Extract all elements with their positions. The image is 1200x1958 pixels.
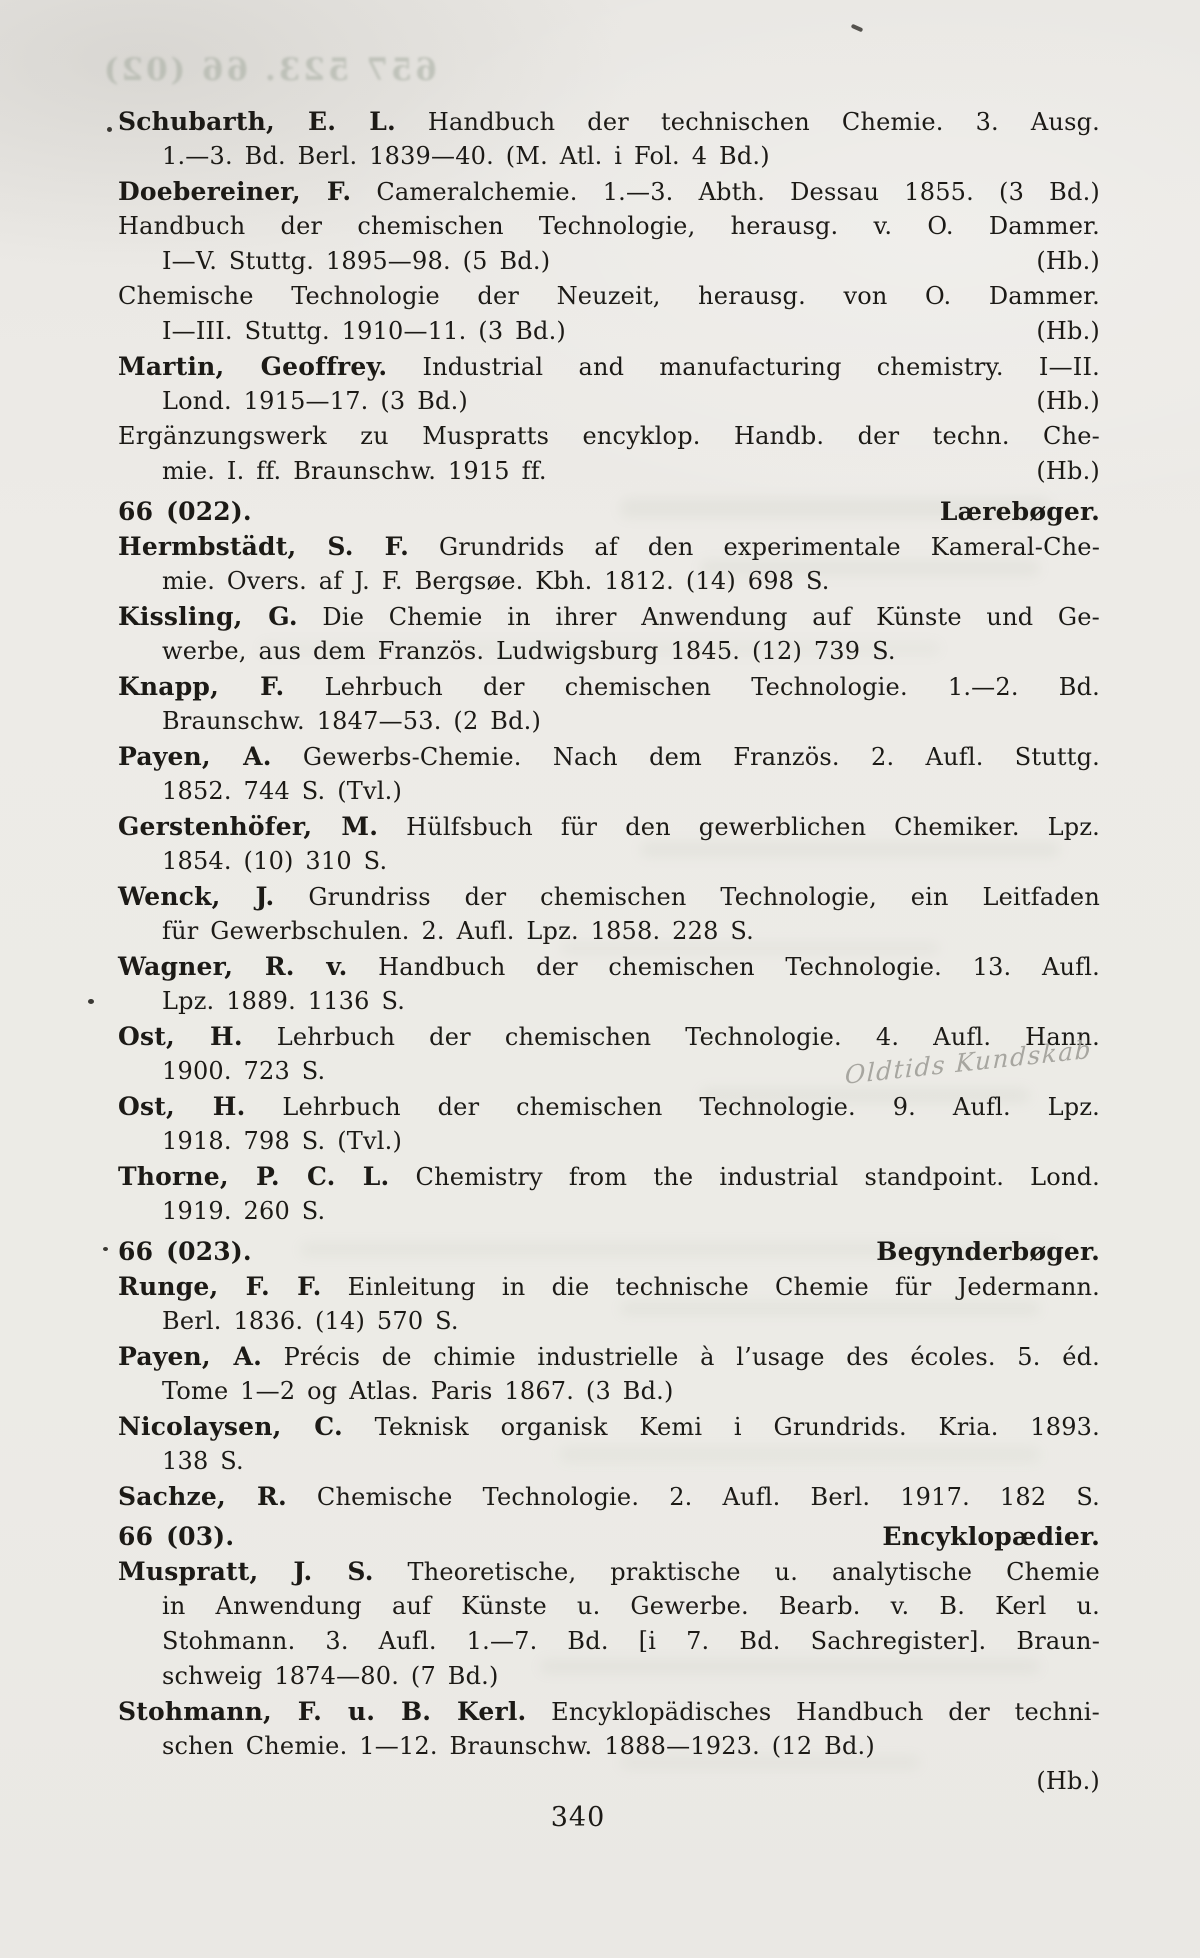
bib-text: Theoretische, praktische u. analytische Chemie <box>407 1558 1100 1586</box>
bib-text: in Anwendung auf Künste u. Gewerbe. Bearb. v. B. Kerl u. <box>162 1592 1100 1620</box>
bib-author: Hermbstädt, S. F. <box>118 532 409 561</box>
bib-text: Lpz. 1889. 1136 S. <box>162 987 406 1015</box>
section-number: 66 (03). <box>118 1522 235 1551</box>
bib-line <box>118 774 1100 809</box>
bib-text: Hülfsbuch für den gewerblichen Chemiker. Lpz. <box>406 813 1100 841</box>
bib-text: Grundriss der chemischen Technologie, ein Leitfaden <box>308 883 1100 911</box>
bib-line <box>118 1444 1100 1479</box>
bib-text: schen Chemie. 1—12. Braunschw. 1888—1923. (12 Bd.) <box>162 1732 875 1760</box>
section-header-line <box>118 494 1100 529</box>
scan-speck <box>88 999 94 1004</box>
section-number: 66 (022). <box>118 497 252 526</box>
scan-speck <box>103 1247 108 1251</box>
bib-text: Chemische Technologie. 2. Aufl. Berl. 1917. 182 S. <box>316 1483 1100 1511</box>
bib-text: Die Chemie in ihrer Anwendung auf Künste und Ge- <box>322 603 1100 631</box>
bib-line <box>118 314 1100 349</box>
bibliography-column <box>118 104 1100 1799</box>
bib-text: 138 S. <box>162 1447 244 1475</box>
bib-line <box>118 1304 1100 1339</box>
bib-text: Lehrbuch der chemischen Technologie. 1.—2. Bd. <box>324 673 1100 701</box>
hb-line <box>118 1764 1100 1799</box>
bib-line <box>118 634 1100 669</box>
bib-line <box>118 1589 1100 1624</box>
bib-text: Berl. 1836. (14) 570 S. <box>162 1307 459 1335</box>
bib-author: Ost, H. <box>118 1022 243 1051</box>
bib-line <box>118 1339 1100 1374</box>
bib-line <box>118 1554 1100 1589</box>
bib-line <box>118 564 1100 599</box>
bib-line <box>118 454 1100 489</box>
bib-line <box>118 844 1100 879</box>
section-header-line <box>118 1234 1100 1269</box>
bib-text: 1918. 798 S. (Tvl.) <box>162 1127 403 1155</box>
bib-line <box>118 1409 1100 1444</box>
bib-text: Grundrids af den experimentale Kameral-Che- <box>438 533 1101 561</box>
bib-text: Industrial and manufacturing chemistry. I—II. <box>422 353 1100 381</box>
bib-author: Ost, H. <box>118 1092 246 1121</box>
bib-line <box>118 949 1100 984</box>
scan-speck <box>851 24 864 33</box>
bib-text: Handbuch der chemischen Technologie. 13. Aufl. <box>378 953 1100 981</box>
bib-text: Chemische Technologie der Neuzeit, herausg. von O. Dammer. <box>118 282 1100 310</box>
bib-author: Wagner, R. v. <box>118 952 348 981</box>
section-header-line <box>118 1519 1100 1554</box>
bib-author: Muspratt, J. S. <box>118 1557 374 1586</box>
bib-line <box>118 384 1100 419</box>
handwritten-note: Oldtids Kundskab <box>844 1034 1093 1090</box>
bib-text: I—V. Stuttg. 1895—98. (5 Bd.) <box>162 247 551 275</box>
bib-author: Payen, A. <box>118 1342 263 1371</box>
hb-mark: (Hb.) <box>1036 387 1100 415</box>
page-number: 340 <box>550 1802 606 1833</box>
bib-author: Martin, Geoffrey. <box>118 352 388 381</box>
bib-text: Lond. 1915—17. (3 Bd.) <box>162 387 468 415</box>
bib-line <box>118 349 1100 384</box>
bib-text: Braunschw. 1847—53. (2 Bd.) <box>162 707 542 735</box>
bib-line <box>118 1194 1100 1229</box>
hb-mark: (Hb.) <box>1036 457 1100 485</box>
bib-author: Stohmann, F. u. B. Kerl. <box>118 1697 527 1726</box>
bib-author: Knapp, F. <box>118 672 285 701</box>
hb-mark: (Hb.) <box>1036 247 1100 275</box>
bib-line <box>118 1089 1100 1124</box>
section-category: Begynderbøger. <box>876 1237 1100 1266</box>
bib-text: Ergänzungswerk zu Muspratts encyklop. Handb. der techn. Che- <box>118 422 1100 450</box>
bib-author: Wenck, J. <box>118 882 275 911</box>
bib-text: I—III. Stuttg. 1910—11. (3 Bd.) <box>162 317 566 345</box>
bib-text: schweig 1874—80. (7 Bd.) <box>162 1662 499 1690</box>
bib-author: Payen, A. <box>118 742 272 771</box>
bib-line <box>118 1159 1100 1194</box>
bib-line <box>118 1624 1100 1659</box>
bib-line <box>118 1659 1100 1694</box>
bib-text: Lehrbuch der chemischen Technologie. 4. Aufl. Hann. <box>276 1023 1100 1051</box>
bib-line <box>118 419 1100 454</box>
bib-line <box>118 529 1100 564</box>
bib-author: Gerstenhöfer, M. <box>118 812 379 841</box>
bib-line <box>118 599 1100 634</box>
bib-text: Handbuch der chemischen Technologie, herausg. v. O. Dammer. <box>118 212 1100 240</box>
bib-text: werbe, aus dem Französ. Ludwigsburg 1845. (12) 739 S. <box>162 637 896 665</box>
bib-line <box>118 1479 1100 1514</box>
bib-text: 1900. 723 S. <box>162 1057 326 1085</box>
bib-line <box>118 1694 1100 1729</box>
bib-text: mie. Overs. af J. F. Bergsøe. Kbh. 1812. (14) 698 S. <box>162 567 830 595</box>
bib-text: Cameralchemie. 1.—3. Abth. Dessau 1855. (3 Bd.) <box>376 178 1100 206</box>
bib-line <box>118 879 1100 914</box>
bib-text: Stohmann. 3. Aufl. 1.—7. Bd. [i 7. Bd. Sachregister]. Braun- <box>162 1627 1100 1655</box>
section-category: Lærebøger. <box>939 497 1100 526</box>
bib-text: Chemistry from the industrial standpoint. Lond. <box>415 1163 1100 1191</box>
bib-text: mie. I. ff. Braunschw. 1915 ff. <box>162 457 547 485</box>
hb-mark: (Hb.) <box>1036 317 1100 345</box>
bib-line <box>118 669 1100 704</box>
bib-author: Sachze, R. <box>118 1482 287 1511</box>
bleedthrough-header-text: 657 523. 66 (02) <box>100 52 437 88</box>
bib-text: Lehrbuch der chemischen Technologie. 9. Aufl. Lpz. <box>282 1093 1100 1121</box>
bib-text: 1.—3. Bd. Berl. 1839—40. (M. Atl. i Fol. 4 Bd.) <box>162 142 770 170</box>
bib-text: 1852. 744 S. (Tvl.) <box>162 777 403 805</box>
bib-line <box>118 914 1100 949</box>
hb-mark: (Hb.) <box>1036 1767 1100 1795</box>
bib-text: Gewerbs-Chemie. Nach dem Französ. 2. Aufl. Stuttg. <box>302 743 1100 771</box>
bib-text: Teknisk organisk Kemi i Grundrids. Kria. 1893. <box>374 1413 1100 1441</box>
bib-author: Kissling, G. <box>118 602 298 631</box>
bib-line <box>118 1124 1100 1159</box>
bib-author: Schubarth, E. L. <box>118 107 396 136</box>
bib-line <box>118 809 1100 844</box>
bib-line <box>118 244 1100 279</box>
bib-line <box>118 139 1100 174</box>
bib-line <box>118 984 1100 1019</box>
bib-line <box>118 174 1100 209</box>
bib-text: Tome 1—2 og Atlas. Paris 1867. (3 Bd.) <box>162 1377 674 1405</box>
bib-author: Thorne, P. C. L. <box>118 1162 390 1191</box>
bib-line <box>118 104 1100 139</box>
bib-line <box>118 279 1100 314</box>
bib-line <box>118 1269 1100 1304</box>
bib-text: 1919. 260 S. <box>162 1197 326 1225</box>
bib-text: Einleitung in die technische Chemie für Jedermann. <box>347 1273 1100 1301</box>
scan-speck <box>107 127 112 132</box>
bib-author: Nicolaysen, C. <box>118 1412 343 1441</box>
bib-text: Encyklopädisches Handbuch der techni- <box>551 1698 1100 1726</box>
bib-text: 1854. (10) 310 S. <box>162 847 388 875</box>
bib-line <box>118 209 1100 244</box>
bib-author: Doebereiner, F. <box>118 177 352 206</box>
section-category: Encyklopædier. <box>882 1522 1100 1551</box>
bib-text: Handbuch der technischen Chemie. 3. Ausg. <box>427 108 1100 136</box>
bib-author: Runge, F. F. <box>118 1272 322 1301</box>
bib-text: Précis de chimie industrielle à l’usage des écoles. 5. éd. <box>283 1343 1100 1371</box>
bib-line <box>118 1374 1100 1409</box>
bib-text: für Gewerbschulen. 2. Aufl. Lpz. 1858. 228 S. <box>162 917 754 945</box>
section-number: 66 (023). <box>118 1237 252 1266</box>
bib-line <box>118 704 1100 739</box>
bib-line <box>118 1729 1100 1764</box>
bib-line <box>118 739 1100 774</box>
